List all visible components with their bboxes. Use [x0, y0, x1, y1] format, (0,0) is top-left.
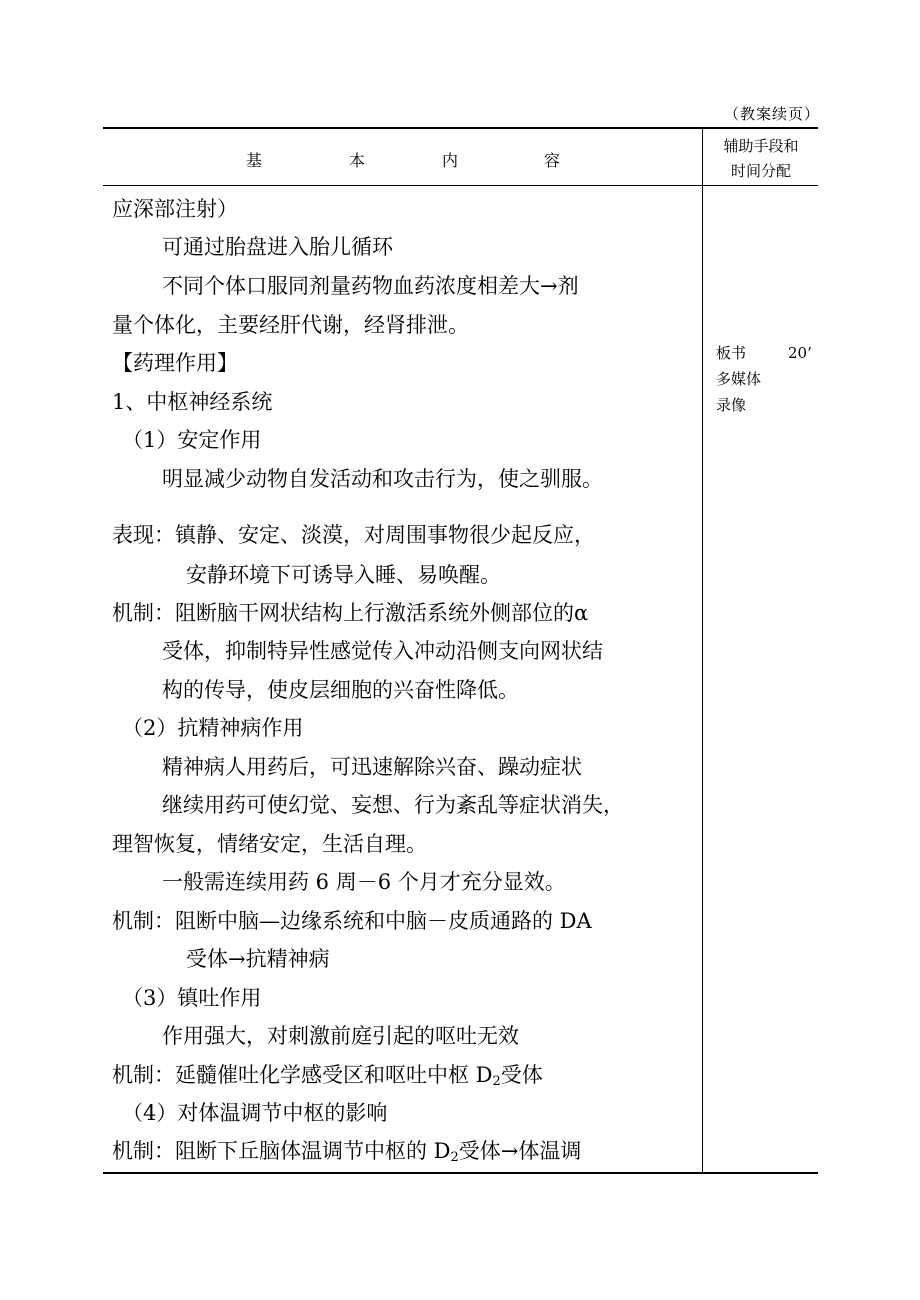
content-line: 理智恢复，情绪安定，生活自理。 [112, 832, 427, 856]
line-text: 受体→体温调 [458, 1139, 582, 1163]
header-char: 基 [246, 151, 263, 170]
item-heading: （3）镇吐作用 [122, 986, 262, 1010]
subscript: 2 [492, 1074, 501, 1089]
content-line: 不同个体口服同剂量药物血药浓度相差大→剂 [162, 274, 579, 298]
side-note-row [716, 340, 812, 366]
content-line: 表现：镇静、安定、淡漠，对周围事物很少起反应， [112, 523, 595, 547]
content-line: 作用强大，对刺激前庭引起的呕吐无效 [162, 1024, 519, 1048]
subscript: 2 [450, 1150, 459, 1165]
content-line [112, 1135, 581, 1165]
header-side-line: 时间分配 [730, 162, 791, 180]
content-line: 量个体化，主要经肝代谢，经肾排泄。 [112, 313, 469, 337]
content-line: 受体，抑制特异性感觉传入冲动沿侧支向网状结 [162, 639, 603, 663]
content-line: 机制：阻断中脑—边缘系统和中脑－皮质通路的 DA [112, 909, 592, 933]
content-line: 安静环境下可诱导入睡、易唤醒。 [186, 563, 501, 587]
content-line: 一般需连续用药 6 周－6 个月才充分显效。 [162, 870, 566, 894]
content-line: 受体→抗精神病 [186, 947, 330, 971]
continuation-label: （教案续页） [723, 105, 820, 123]
section-heading: 【药理作用】 [112, 351, 238, 375]
table-top-rule [103, 127, 818, 129]
content-line: 精神病人用药后，可迅速解除兴奋、躁动症状 [162, 755, 582, 779]
header-char: 内 [442, 151, 459, 170]
content-line: 继续用药可使幻觉、妄想、行为紊乱等症状消失， [162, 793, 624, 817]
line-text: 机制：阻断下丘脑体温调节中枢的 D [112, 1139, 451, 1163]
item-heading: （4）对体温调节中枢的影响 [122, 1101, 388, 1125]
side-notes [716, 340, 812, 418]
table-bottom-rule [103, 1172, 818, 1174]
header-char: 本 [349, 151, 366, 170]
side-note-row: 录像 [716, 396, 747, 414]
content-line: 明显减少动物自发活动和攻击行为，使之驯服。 [162, 467, 603, 491]
side-note-time: 20’ [788, 344, 812, 362]
header-side-title [704, 134, 818, 184]
header-char: 容 [544, 151, 561, 170]
side-note-item: 板书 [716, 344, 747, 362]
table-column-divider [702, 128, 703, 1172]
line-text: 机制：延髓催吐化学感受区和呕吐中枢 D [112, 1063, 493, 1087]
content-line: 构的传导，使皮层细胞的兴奋性降低。 [162, 678, 519, 702]
content-line [112, 1059, 543, 1089]
item-heading: （2）抗精神病作用 [122, 716, 304, 740]
subsection-heading: 1、中枢神经系统 [112, 390, 273, 414]
side-note-row: 多媒体 [716, 370, 762, 388]
table-header-rule [103, 185, 818, 186]
content-line: 可通过胎盘进入胎儿循环 [162, 235, 393, 259]
header-side-line: 辅助手段和 [723, 137, 799, 155]
line-text: 受体 [500, 1063, 543, 1087]
item-heading: （1）安定作用 [122, 428, 262, 452]
content-line: 应深部注射） [112, 197, 238, 221]
content-line: 机制：阻断脑干网状结构上行激活系统外侧部位的α [112, 601, 589, 625]
